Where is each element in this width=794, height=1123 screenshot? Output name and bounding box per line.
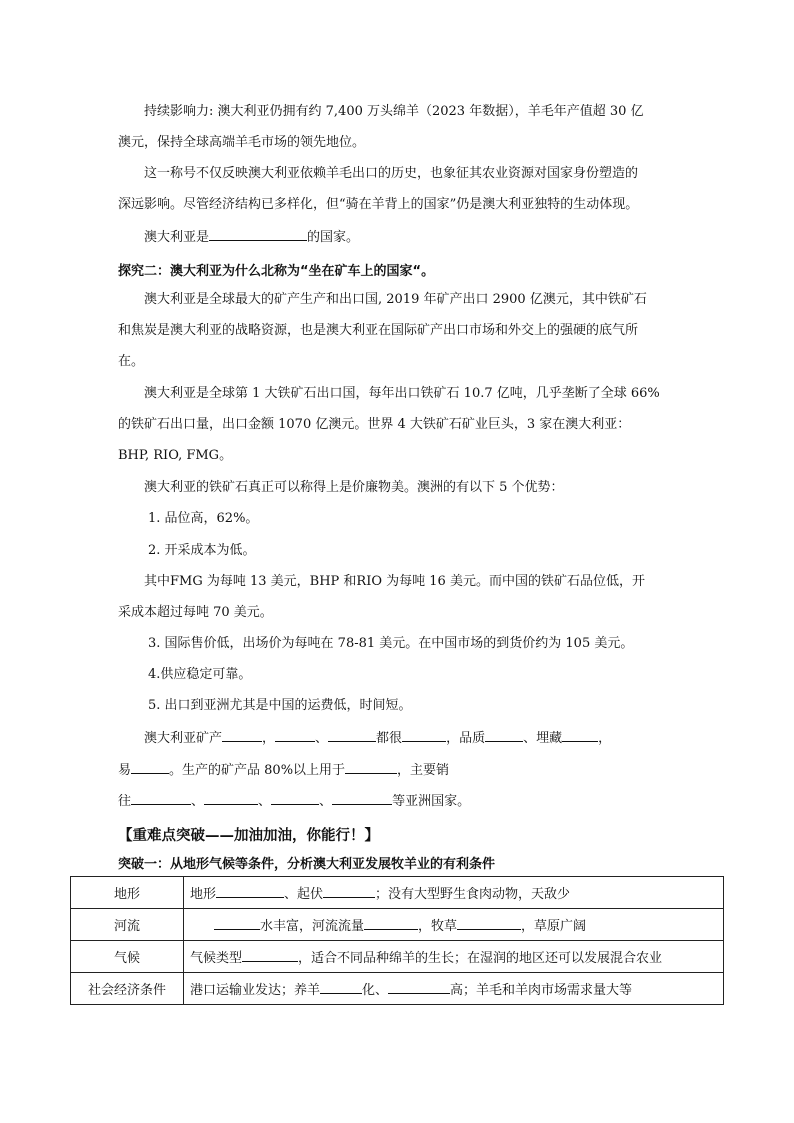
cell-text: ；没有大型野生食肉动物，天敌少 (375, 887, 571, 902)
answer-blank[interactable] (457, 915, 521, 930)
table-cell (184, 973, 724, 1005)
answer-blank[interactable] (332, 790, 392, 805)
question-text: 、 (258, 794, 272, 809)
list-item: 2. 开采成本为低。 (148, 543, 256, 558)
table-cell (184, 877, 724, 909)
answer-blank[interactable] (242, 947, 298, 962)
paragraph-line: 持续影响力: 澳大利亚仍拥有约 7,400 万头绵羊（2023 年数据），羊毛年产值超 30 亿 (144, 104, 644, 119)
paragraph-line: 这一称号不仅反映澳大利亚依赖羊毛出口的历史，也象征其农业资源对国家身份塑造的 (144, 166, 639, 181)
answer-blank[interactable] (402, 727, 446, 742)
conditions-table (70, 876, 724, 1005)
answer-blank[interactable] (323, 883, 375, 898)
answer-blank[interactable] (345, 759, 397, 774)
table-cell (184, 941, 724, 973)
question-text: ， (598, 731, 612, 746)
answer-blank[interactable] (131, 790, 191, 805)
question-text: 易 (118, 763, 132, 778)
paragraph-line: 的铁矿石出口量，出口金额 1070 亿澳元。世界 4 大铁矿石矿业巨头，3 家在澳大利亚： (118, 417, 631, 432)
answer-blank[interactable] (275, 727, 315, 742)
question-text: 、 (319, 794, 333, 809)
question-text: 、埋藏 (523, 731, 563, 746)
answer-blank[interactable] (204, 790, 258, 805)
cell-text: ，草原广阔 (521, 919, 587, 934)
question-text: 。生产的矿产品 80%以上用于 (169, 763, 346, 778)
table-row (71, 909, 724, 941)
answer-blank[interactable] (328, 727, 376, 742)
question-text: 、 (191, 794, 205, 809)
paragraph-line: BHP, RIO, FMG。 (118, 448, 233, 463)
cell-text: 、起伏 (284, 887, 324, 902)
cell-text: ，牧草 (418, 919, 458, 934)
cell-text: 水丰富，河流流量 (260, 919, 365, 934)
cell-text: 港口运输业发达；养羊 (190, 983, 321, 998)
list-item: 1. 品位高，62%。 (148, 511, 259, 526)
paragraph-line: 深远影响。尽管经济结构已多样化，但“骑在羊背上的国家”仍是澳大利亚独特的生动体现。 (118, 197, 639, 212)
question-text: 等亚洲国家。 (392, 794, 471, 809)
paragraph-line: 在。 (118, 354, 145, 369)
question-text: 澳大利亚矿产 (144, 731, 223, 746)
answer-blank[interactable] (364, 915, 418, 930)
table-row (71, 877, 724, 909)
row-label: 社会经济条件 (71, 973, 184, 1005)
question-text: 、 (315, 731, 329, 746)
paragraph-line: 澳大利亚是全球第 1 大铁矿石出口国，每年出口铁矿石 10.7 亿吨，几乎垄断了全球 66% (144, 386, 660, 401)
answer-blank[interactable] (209, 226, 307, 241)
question-text: ，主要销 (397, 763, 450, 778)
question-text: 往 (118, 794, 132, 809)
question-text: 都很 (376, 731, 403, 746)
answer-blank[interactable] (485, 727, 523, 742)
answer-blank[interactable] (388, 979, 450, 994)
answer-blank[interactable] (320, 979, 362, 994)
section-subheading: 突破一：从地形气候等条件，分析澳大利亚发展牧羊业的有利条件 (118, 857, 496, 872)
cell-text: 地形 (190, 887, 217, 902)
cell-text: 化、 (362, 983, 389, 998)
cell-text: ，适合不同品种绵羊的生长；在湿润的地区还可以发展混合农业 (298, 951, 663, 966)
paragraph-line: 澳大利亚是全球最大的矿产生产和出口国, 2019 年矿产出口 2900 亿澳元，其中铁矿石 (144, 292, 647, 307)
question-text: 澳大利亚是 (144, 230, 210, 245)
answer-blank[interactable] (562, 727, 598, 742)
table-row (71, 973, 724, 1005)
list-item: 5. 出口到亚洲尤其是中国的运费低，时间短。 (148, 698, 412, 713)
paragraph-line: 其中FMG 为每吨 13 美元，BHP 和RIO 为每吨 16 美元。而中国的铁矿石品位低，开 (144, 574, 645, 589)
answer-blank[interactable] (271, 790, 319, 805)
fill-in-question (118, 755, 678, 786)
row-label: 地形 (71, 877, 184, 909)
row-label: 气候 (71, 941, 184, 973)
fill-in-question (118, 723, 678, 754)
answer-blank[interactable] (214, 915, 260, 930)
fill-in-question (118, 786, 678, 817)
answer-blank[interactable] (131, 759, 169, 774)
paragraph-line: 澳大利亚的铁矿石真正可以称得上是价廉物美。澳洲的有以下 5 个优势： (144, 480, 564, 495)
cell-text: 气候类型 (190, 951, 243, 966)
question-text: ， (262, 731, 276, 746)
section-heading: 探究二：澳大利亚为什么北称为“坐在矿车上的国家“。 (118, 264, 435, 279)
question-text: ，品质 (446, 731, 486, 746)
list-item: 3. 国际售价低，出场价为每吨在 78-81 美元。在中国市场的到货价约为 105 美元。 (148, 636, 634, 651)
paragraph-line: 和焦炭是澳大利亚的战略资源，也是澳大利亚在国际矿产出口市场和外交上的强硬的底气所 (118, 323, 639, 338)
row-label: 河流 (71, 909, 184, 941)
paragraph-line: 采成本超过每吨 70 美元。 (118, 605, 273, 620)
cell-text: 高；羊毛和羊肉市场需求量大等 (450, 983, 633, 998)
paragraph-line: 澳元，保持全球高端羊毛市场的领先地位。 (118, 135, 366, 150)
answer-blank[interactable] (222, 727, 262, 742)
fill-in-question (118, 222, 678, 253)
section-heading: 【重难点突破——加油加油，你能行！】 (118, 828, 379, 844)
answer-blank[interactable] (216, 883, 284, 898)
table-row (71, 941, 724, 973)
question-text: 的国家。 (307, 230, 360, 245)
table-cell (184, 909, 724, 941)
list-item: 4.供应稳定可靠。 (148, 667, 252, 682)
